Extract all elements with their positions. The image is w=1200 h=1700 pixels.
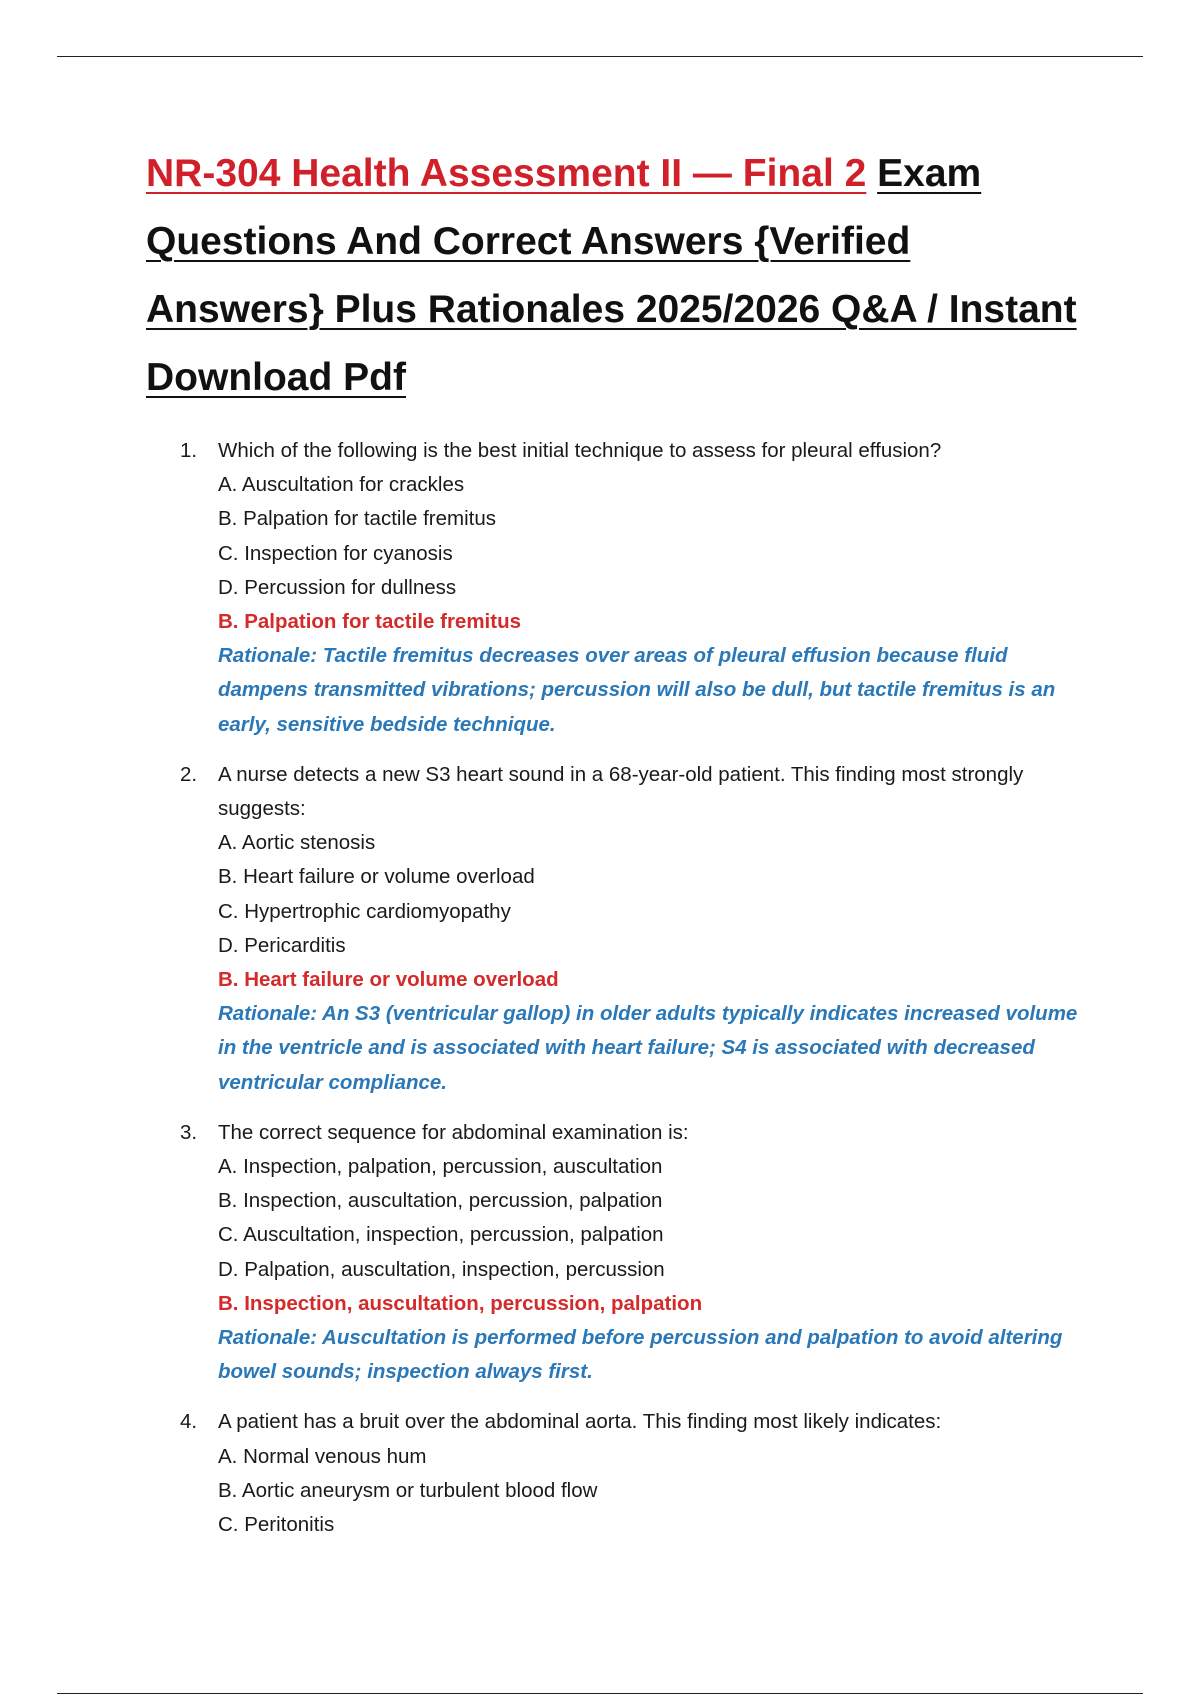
question-text: The correct sequence for abdominal examination is: <box>218 1120 689 1144</box>
question-item <box>180 1116 1080 1390</box>
option-c: C. Auscultation, inspection, percussion, palpation <box>218 1223 664 1247</box>
question-item <box>180 758 1080 1100</box>
correct-answer: B. Palpation for tactile fremitus <box>218 610 521 634</box>
option-a: A. Aortic stenosis <box>218 831 376 855</box>
option-a: A. Normal venous hum <box>218 1444 427 1468</box>
option-c: C. Hypertrophic cardiomyopathy <box>218 899 511 923</box>
question-number: 2. <box>180 762 198 786</box>
bottom-rule <box>57 1693 1143 1694</box>
option-b: B. Heart failure or volume overload <box>218 865 535 889</box>
question-number: 3. <box>180 1120 198 1144</box>
question-number: 4. <box>180 1410 198 1434</box>
option-a: A. Auscultation for crackles <box>218 473 465 497</box>
top-rule <box>57 56 1143 57</box>
option-b: B. Palpation for tactile fremitus <box>218 507 497 531</box>
title-red-part: NR-304 Health Assessment II — Final 2 <box>146 152 867 195</box>
option-b: B. Aortic aneurysm or turbulent blood flow <box>218 1478 598 1502</box>
option-d: D. Pericarditis <box>218 933 346 957</box>
rationale: Rationale: An S3 (ventricular gallop) in older adults typically indicates increased volume in the ventricle and is associated with heart failure; S4 is associated with decreased ventricular compliance. <box>218 1002 1078 1094</box>
option-d: D. Percussion for dullness <box>218 575 457 599</box>
question-list <box>180 434 1080 1558</box>
title-black-part: Exam Questions And Correct Answers {Verified Answers} Plus Rationales 2025/2026 Q&A / Instant Download Pdf <box>146 152 1077 399</box>
question-item <box>180 434 1080 742</box>
correct-answer: B. Heart failure or volume overload <box>218 968 559 992</box>
rationale: Rationale: Auscultation is performed before percussion and palpation to avoid altering bowel sounds; inspection always first. <box>218 1326 1063 1384</box>
rationale: Rationale: Tactile fremitus decreases over areas of pleural effusion because fluid dampens transmitted vibrations; percussion will also be dull, but tactile fremitus is an early, sensitive bedside technique. <box>218 644 1056 736</box>
option-c: C. Inspection for cyanosis <box>218 541 453 565</box>
option-c: C. Peritonitis <box>218 1513 335 1537</box>
option-d: D. Palpation, auscultation, inspection, percussion <box>218 1257 665 1281</box>
question-text: A patient has a bruit over the abdominal aorta. This finding most likely indicates: <box>218 1410 942 1434</box>
question-text: Which of the following is the best initial technique to assess for pleural effusion? <box>218 439 942 462</box>
question-number: 1. <box>180 439 198 462</box>
correct-answer: B. Inspection, auscultation, percussion, palpation <box>218 1291 703 1315</box>
option-a: A. Inspection, palpation, percussion, auscultation <box>218 1155 663 1179</box>
document-title <box>146 140 1086 412</box>
option-b: B. Inspection, auscultation, percussion, palpation <box>218 1189 663 1213</box>
question-text: A nurse detects a new S3 heart sound in a 68-year-old patient. This finding most strongly suggests: <box>218 762 1024 821</box>
question-item <box>180 1405 1080 1542</box>
